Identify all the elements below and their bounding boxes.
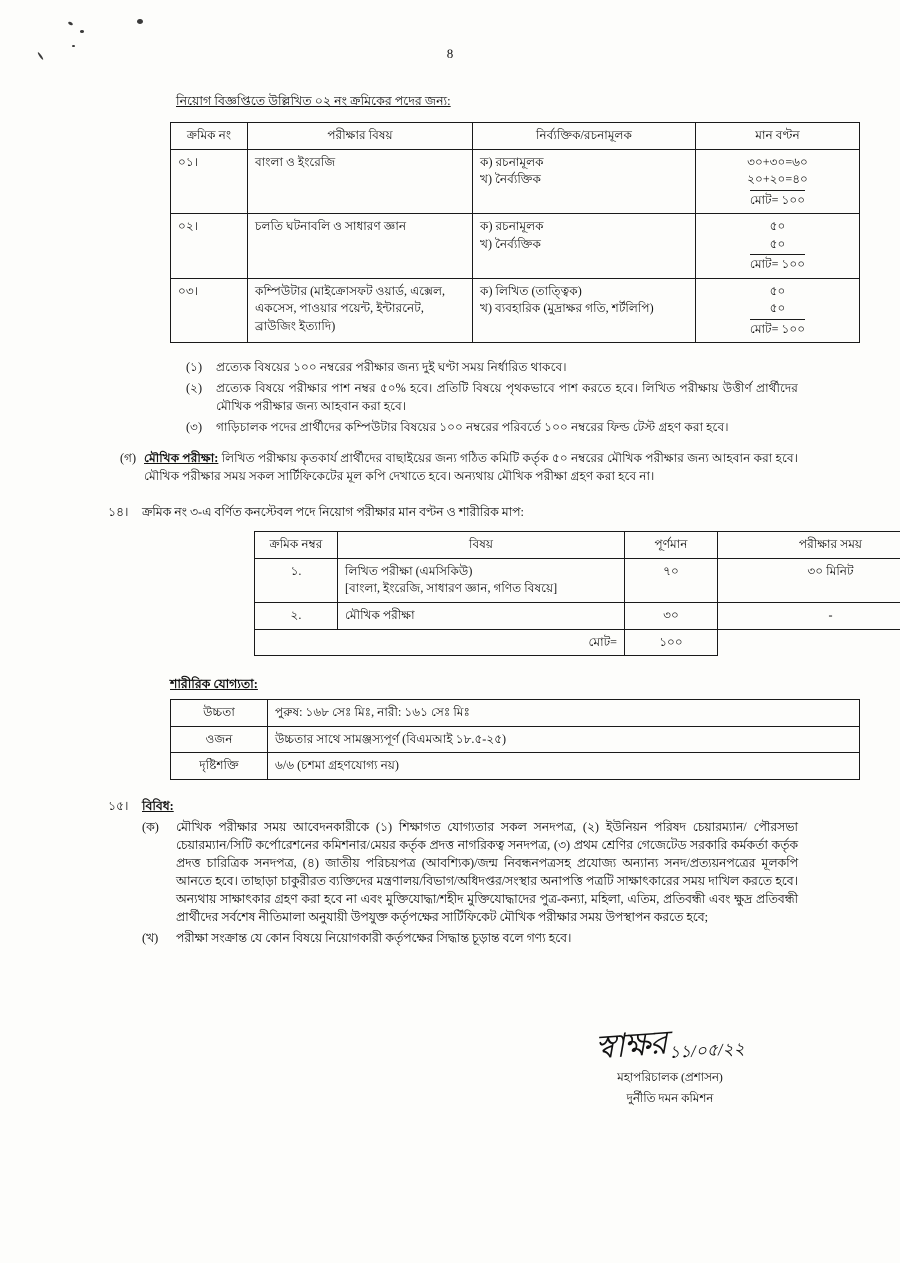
- marks-line: ৫০: [769, 219, 786, 234]
- cell-subject: বাংলা ও ইংরেজি: [248, 149, 473, 214]
- cell-marks: ৭০: [625, 558, 718, 602]
- note-item: [186, 380, 798, 415]
- type-line: খ) ব্যবহারিক (মুদ্রাক্ষর গতি, শর্টলিপি): [480, 301, 654, 316]
- cell-sl: ০১।: [171, 149, 248, 214]
- col-subject: পরীক্ষার বিষয়: [248, 123, 473, 150]
- document-content: [108, 92, 863, 948]
- constable-marks-table: [254, 531, 900, 656]
- cell-marks: ৩০: [625, 602, 718, 629]
- col-marks: মান বণ্টন: [696, 123, 860, 150]
- page-number: 8: [446, 46, 454, 61]
- note-item: [186, 419, 798, 437]
- section-15-number: ১৫।: [108, 798, 129, 813]
- physical-qualification-label: শারীরিক যোগ্যতা:: [170, 677, 258, 692]
- cell-sl: ০২।: [171, 214, 248, 279]
- cell-value: ৬/৬ (চশমা গ্রহণযোগ্য নয়): [268, 753, 860, 780]
- cell-time: -: [718, 602, 900, 629]
- misc-item-label: (ক): [142, 820, 159, 835]
- cell-key: ওজন: [171, 726, 268, 753]
- cell-subject: [338, 558, 625, 602]
- signature-date: ১১/০৫/২২: [668, 1039, 746, 1062]
- cell-sl: ১.: [255, 558, 338, 602]
- col-exam-time: পরীক্ষার সময়: [718, 532, 900, 559]
- note-item: [186, 359, 798, 377]
- col-full-marks: পূর্ণমান: [625, 532, 718, 559]
- note-number: (৩): [186, 419, 203, 434]
- marks-line: ৫০: [769, 283, 786, 298]
- section-heading: [176, 92, 798, 110]
- cell-key: উচ্চতা: [171, 700, 268, 727]
- note-number: (১): [186, 360, 203, 375]
- marks-total: মোট= ১০০: [750, 254, 805, 274]
- misc-item-label: (খ): [142, 931, 159, 946]
- oral-exam-label: (গ): [120, 451, 137, 466]
- total-marks: ১০০: [625, 629, 718, 656]
- col-sl: ক্রমিক নং: [171, 123, 248, 150]
- table-total-row: [255, 629, 900, 656]
- misc-items: [142, 819, 798, 948]
- misc-item-text: পরীক্ষা সংক্রান্ত যে কোন বিষয়ে নিয়োগকারী কর্তৃপক্ষের সিদ্ধান্ত চূড়ান্ত বলে গণ্য হবে।: [176, 931, 572, 946]
- scan-speck: [68, 21, 74, 26]
- cell-subject: মৌখিক পরীক্ষা: [338, 602, 625, 629]
- cell-sl: ২.: [255, 602, 338, 629]
- misc-item-text: মৌখিক পরীক্ষার সময় আবেদনকারীকে (১) শিক্ষাগত যোগ্যতার সকল সনদপত্র, (২) ইউনিয়ন পরিষদ চেয়ারম্যান/ পৌরসভা চেয়ারম্যান/সিটি কর্পোরেশনের কমিশনার/মেয়র কর্তৃক প্রদত্ত নাগরিকত্ব সনদপত্র, (৩) প্রথম শ্রেণির গেজেটেড সরকারি কর্মকর্তা কর্তৃক প্রদত্ত চারিত্রিক সনদপত্র, (৪) জাতীয় পরিচয়পত্র (আবশ্যিক)/জন্ম নিবন্ধনপত্রসহ প্রযোজ্য অন্যান্য সনদ/প্রত্যয়নপত্রের মূলকপি আনতে হবে। তাছাড়া চাকুরীরত ব্যক্তিদের মন্ত্রণালয়/বিভাগ/অধিদপ্তর/সংস্থার অনাপত্তি পত্রটি সাক্ষাৎকারের সময় দাখিল করতে হবে। অন্যথায় সাক্ষাৎকার গ্রহণ করা হবে না এবং মুক্তিযোদ্ধা/শহীদ মুক্তিযোদ্ধাদের পুত্র-কন্যা, মহিলা, এতিম, প্রতিবন্ধী এবং ক্ষুদ্র প্রতিবন্ধী প্রার্থীদের সর্বশেষ নীতিমালা অনুযায়ী উপযুক্ত কর্তৃপক্ষের সার্টিফিকেট মৌখিক পরীক্ষার সময় উপস্থাপন করতে হবে;: [176, 820, 798, 924]
- cell-key: দৃষ্টিশক্তি: [171, 753, 268, 780]
- marks-line: ৩০+৩০=৬০: [747, 154, 808, 169]
- cell-type: [473, 149, 696, 214]
- table-header-row: [255, 532, 900, 559]
- type-line: খ) নৈর্ব্যক্তিক: [480, 172, 542, 187]
- total-empty: [718, 629, 900, 656]
- subject-line: [বাংলা, ইংরেজি, সাধারণ জ্ঞান, গণিত বিষয়ে]: [345, 581, 558, 596]
- misc-item: [142, 930, 798, 948]
- note-text: গাড়িচালক পদের প্রার্থীদের কম্পিউটার বিষয়ের ১০০ নম্বরের পরিবর্তে ১০০ নম্বরের ফিল্ড টেস্ট গ্রহণ করা হবে।: [216, 419, 729, 434]
- col-type: নির্ব্যক্তিক/রচনামূলক: [473, 123, 696, 150]
- handwritten-signature: স্বাক্ষর: [593, 1022, 668, 1067]
- table-row: [171, 753, 860, 780]
- oral-exam-body: [144, 450, 798, 485]
- section-14-number: ১৪।: [108, 504, 129, 519]
- signatory-organization: দুর্নীতি দমন কমিশন: [626, 1091, 714, 1105]
- type-line: ক) রচনামূলক: [480, 219, 544, 234]
- cell-value: উচ্চতার সাথে সামঞ্জস্যপূর্ণ (বিএমআই ১৮.৫-২৫): [268, 726, 860, 753]
- cell-subject: চলতি ঘটনাবলি ও সাধারণ জ্ঞান: [248, 214, 473, 279]
- col-sl: ক্রমিক নম্বর: [255, 532, 338, 559]
- oral-exam-paragraph: [108, 450, 798, 485]
- note-text: প্রত্যেক বিষয়ে পরীক্ষার পাশ নম্বর ৫০% হবে। প্রতিটি বিষয়ে পৃথকভাবে পাশ করতে হবে। লিখিত পরীক্ষায় উত্তীর্ণ প্রার্থীদের মৌখিক পরীক্ষার জন্য আহবান করা হবে।: [216, 381, 798, 413]
- cell-marks: [696, 214, 860, 279]
- section-15-body: [142, 798, 798, 949]
- cell-sl: ০৩।: [171, 278, 248, 343]
- signatory-designation: মহাপরিচালক (প্রশাসন): [617, 1070, 723, 1084]
- table-row: [255, 558, 900, 602]
- total-spacer: [255, 629, 338, 656]
- table-row: [171, 700, 860, 727]
- cell-time: ৩০ মিনিট: [718, 558, 900, 602]
- table-row: [171, 149, 860, 214]
- table-row: [171, 214, 860, 279]
- cell-subject: কম্পিউটার (মাইক্রোসফট ওয়ার্ড, এক্সেল, একসেস, পাওয়ার পয়েন্ট, ইন্টারনেট, ব্রাউজিং ইত্যাদি): [248, 278, 473, 343]
- note-text: প্রত্যেক বিষয়ের ১০০ নম্বরের পরীক্ষার জন্য দুই ঘণ্টা সময় নির্ধারিত থাকবে।: [216, 360, 567, 375]
- total-label: মোট=: [338, 629, 625, 656]
- section-14-title: ক্রমিক নং ৩-এ বর্ণিত কনস্টেবল পদে নিয়োগ পরীক্ষার মান বণ্টন ও শারীরিক মাপ:: [142, 504, 524, 519]
- cell-value: পুরুষ: ১৬৮ সেঃ মিঃ, নারী: ১৬১ সেঃ মিঃ: [268, 700, 860, 727]
- marks-line: ২০+২০=৪০: [747, 172, 808, 187]
- exam-notes: [186, 359, 798, 436]
- misc-item: [142, 819, 798, 926]
- marks-line: ৫০: [769, 301, 786, 316]
- table-header-row: [171, 123, 860, 150]
- physical-qualification-title: [170, 676, 798, 694]
- marks-line: ৫০: [769, 236, 786, 251]
- table-row: [255, 602, 900, 629]
- scan-speck: [137, 19, 143, 24]
- section-15: [108, 798, 798, 949]
- marks-total: মোট= ১০০: [750, 319, 805, 339]
- section-14: [108, 504, 798, 522]
- cell-type: [473, 214, 696, 279]
- oral-exam-title: মৌখিক পরীক্ষা:: [144, 451, 219, 466]
- section-heading-text: নিয়োগ বিজ্ঞপ্তিতে উল্লিখিত ০২ নং ক্রমিকের পদের জন্য:: [176, 94, 451, 108]
- subject-line: লিখিত পরীক্ষা (এমসিকিউ): [345, 563, 473, 578]
- type-line: ক) রচনামূলক: [480, 154, 544, 169]
- cell-marks: [696, 149, 860, 214]
- col-subject: বিষয়: [338, 532, 625, 559]
- table-row: [171, 726, 860, 753]
- section-15-title: বিবিধ:: [142, 798, 174, 813]
- cell-type: [473, 278, 696, 343]
- signature-block: [520, 1022, 820, 1109]
- oral-exam-text: লিখিত পরীক্ষায় কৃতকার্য প্রার্থীদের বাছাইয়ের জন্য গঠিত কমিটি কর্তৃক ৫০ নম্বরের মৌখিক পরীক্ষার জন্য আহবান করা হবে। মৌখিক পরীক্ষার সময় সকল সার্টিফিকেটের মূল কপি দেখাতে হবে। অন্যথায় মৌখিক পরীক্ষা গ্রহণ করা হবে না।: [144, 451, 799, 483]
- table-row: [171, 278, 860, 343]
- type-line: খ) নৈর্ব্যক্তিক: [480, 236, 542, 251]
- note-number: (২): [186, 381, 203, 396]
- marks-total: মোট= ১০০: [750, 190, 805, 210]
- exam-marks-table: [170, 122, 860, 343]
- cell-marks: [696, 278, 860, 343]
- scan-speck: [80, 30, 84, 33]
- type-line: ক) লিখিত (তাত্ত্বিক): [480, 283, 582, 298]
- physical-qualification-table: [170, 699, 860, 780]
